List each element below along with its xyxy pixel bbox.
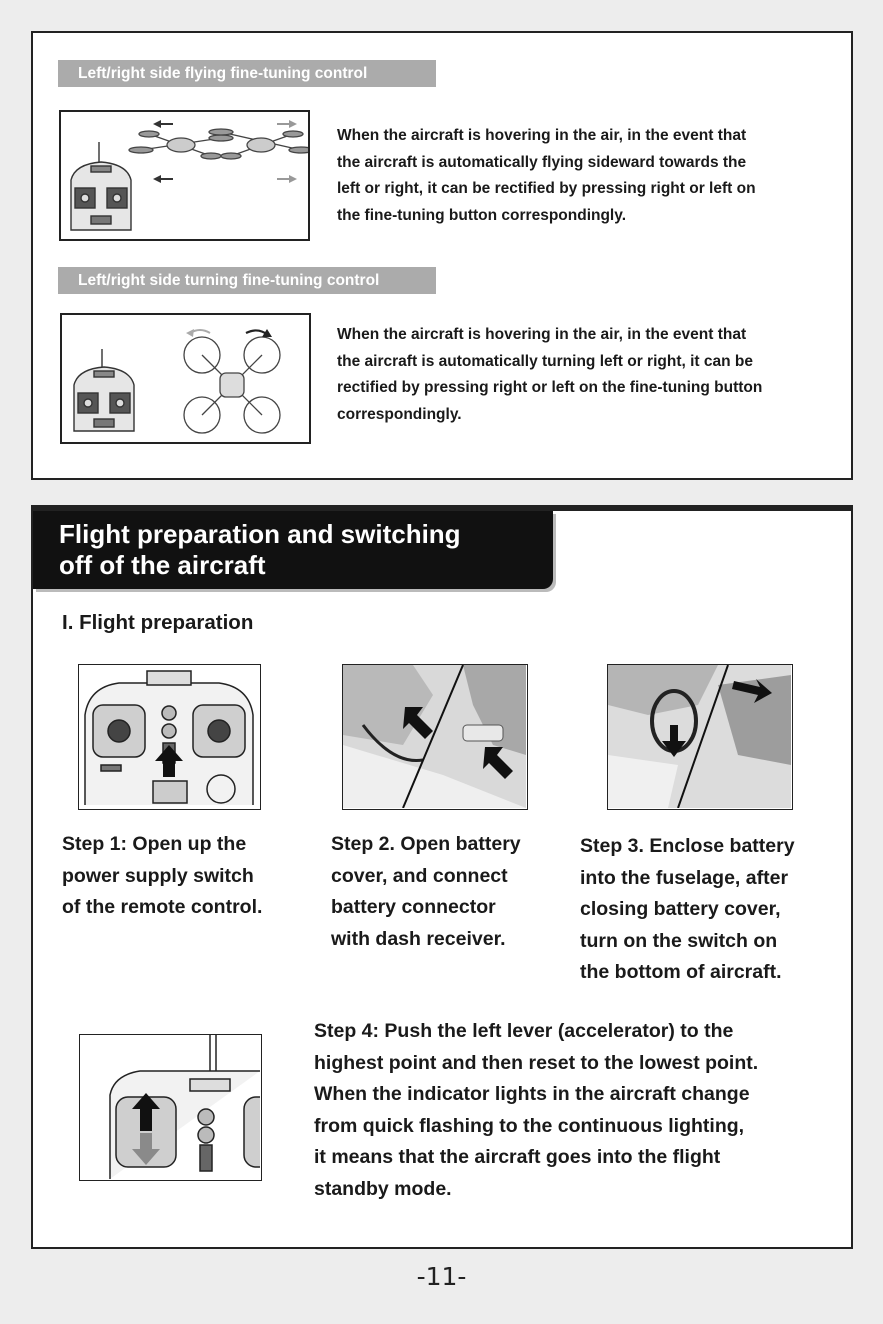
rotate-clockwise-icon	[246, 329, 272, 337]
arrow-left-icon	[153, 120, 173, 183]
text-line: correspondingly.	[337, 405, 462, 423]
flight-preparation-heading: I. Flight preparation	[62, 611, 254, 634]
drone-right-icon	[209, 129, 308, 159]
text-line: rectified by pressing right or left on the fine-tuning button	[337, 379, 763, 396]
text-line: Step 1: Open up the	[62, 833, 247, 855]
text-line: the aircraft is automatically flying sideward towards the	[337, 153, 747, 171]
text-line: Step 3. Enclose battery	[580, 835, 795, 857]
page-number: -11-	[416, 1262, 467, 1291]
step-3-text	[580, 831, 795, 989]
text-line: with dash receiver.	[331, 927, 506, 950]
turning-fine-tuning-label: Left/right side turning fine-tuning control	[58, 267, 436, 294]
text-line: power supply switch	[62, 864, 254, 887]
text-line: highest point and then reset to the lowest point.	[314, 1051, 759, 1074]
text-line: Step 2. Open battery	[331, 833, 521, 855]
text-line: from quick flashing to the continuous lighting,	[314, 1114, 745, 1137]
text-line: the fine-tuning button correspondingly.	[337, 206, 627, 224]
text-line: it means that the aircraft goes into the flight	[314, 1146, 721, 1168]
step2-battery-connector-photo	[342, 664, 528, 810]
step-2-text	[331, 829, 521, 955]
section-title-line: Flight preparation and switching	[59, 519, 461, 549]
text-line: standby mode.	[314, 1177, 452, 1200]
rotate-counterclockwise-icon	[186, 329, 210, 337]
step-4-text	[314, 1016, 758, 1205]
turning-drift-illustration	[60, 313, 311, 444]
text-line: closing battery cover,	[580, 898, 781, 920]
text-line: the bottom of aircraft.	[580, 961, 782, 983]
text-line: When the aircraft is hovering in the air, in the event that	[337, 326, 747, 343]
remote-control-icon	[74, 349, 134, 431]
text-line: Step 4: Push the left lever (accelerator) to the	[314, 1020, 734, 1042]
quadcopter-top-view-icon	[184, 337, 280, 433]
text-line: of the remote control.	[62, 896, 263, 918]
text-line: into the fuselage, after	[580, 866, 789, 889]
step1-remote-switch-photo	[78, 664, 261, 810]
remote-control-icon	[85, 671, 253, 805]
text-line: left or right, it can be rectified by pressing right or left on	[337, 180, 756, 197]
section-title-line: off of the aircraft	[59, 550, 266, 580]
sideways-fine-tuning-label: Left/right side flying fine-tuning control	[58, 60, 436, 87]
remote-control-icon	[71, 142, 131, 230]
turning-fine-tuning-text	[337, 322, 847, 428]
fine-tuning-panel	[31, 31, 853, 480]
text-line: When the indicator lights in the aircraft change	[314, 1083, 750, 1105]
text-line: turn on the switch on	[580, 929, 778, 952]
step3-battery-enclose-photo	[607, 664, 793, 810]
text-line: the aircraft is automatically turning left or right, it can be	[337, 352, 753, 370]
text-line: battery connector	[331, 896, 496, 918]
remote-control-icon	[110, 1035, 260, 1179]
text-line: cover, and connect	[331, 864, 508, 887]
flight-preparation-panel	[31, 505, 853, 1249]
section-title	[33, 511, 553, 589]
sideways-drift-illustration	[59, 110, 310, 241]
step-1-text	[62, 829, 262, 924]
step4-throttle-lever-photo	[79, 1034, 262, 1181]
text-line: When the aircraft is hovering in the air, in the event that	[337, 127, 747, 144]
sideways-fine-tuning-text	[337, 123, 837, 229]
